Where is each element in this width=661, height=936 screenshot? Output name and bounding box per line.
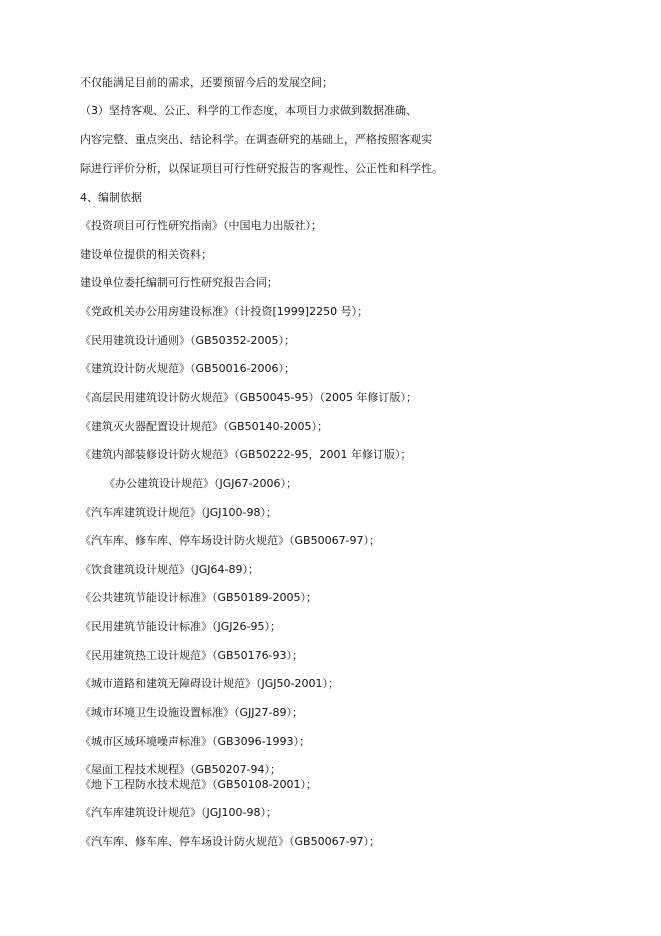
text-line: 《城市区域环境噪声标准》（GB3096-1993）； (80, 735, 311, 748)
text-line: 《汽车库、修车库、停车场设计防火规范》（GB50067-97）； (80, 835, 381, 848)
text-line: 《建筑灭火器配置设计规范》（GB50140-2005）； (80, 420, 329, 433)
text-line: 《党政机关办公用房建设标准》（计投资[1999]2250 号）； (80, 305, 369, 318)
text-line: 《汽车库、修车库、停车场设计防火规范》（GB50067-97）； (80, 534, 381, 547)
text-line: 《屋面工程技术规程》（GB50207-94）； (80, 763, 282, 776)
text-line: 际进行评价分析，以保证项目可行性研究报告的客观性、公正性和科学性。 (80, 162, 443, 175)
text-line: （3）坚持客观、公正、科学的工作态度，本项目力求做到数据准确、 (80, 104, 417, 117)
text-line: 《汽车库建筑设计规范》（JGJ100-98）； (80, 806, 277, 819)
section-heading: 4、编制依据 (80, 191, 142, 204)
text-line: 《民用建筑设计通则》（GB50352-2005）； (80, 334, 296, 347)
text-line: 《高层民用建筑设计防火规范》（GB50045-95）（2005 年修订版）； (80, 391, 418, 404)
text-line: 《公共建筑节能设计标准》（GB50189-2005）； (80, 591, 318, 604)
text-line: 《建筑设计防火规范》（GB50016-2006）； (80, 362, 296, 375)
text-line: 《汽车库建筑设计规范》（JGJ100-98）； (80, 506, 277, 519)
text-line: 不仅能满足目前的需求，还要预留今后的发展空间； (80, 76, 333, 89)
text-line: 内容完整、重点突出、结论科学。在调查研究的基础上，严格按照客观实 (80, 133, 432, 146)
text-line: 《民用建筑热工设计规范》（GB50176-93）； (80, 649, 304, 662)
text-line: 《地下工程防水技术规范》（GB50108-2001）； (80, 778, 318, 791)
text-line: 《城市环境卫生设施设置标准》（GJJ27-89）； (80, 706, 303, 719)
text-line: 《饮食建筑设计规范》（JGJ64-89）； (80, 563, 259, 576)
text-line: 《办公建筑设计规范》（JGJ67-2006）； (104, 477, 297, 490)
text-line: 《建筑内部装修设计防火规范》（GB50222-95，2001 年修订版）； (80, 448, 412, 461)
text-line: 建设单位提供的相关资料； (80, 248, 212, 261)
text-line: 《投资项目可行性研究指南》（中国电力出版社）； (80, 219, 322, 232)
text-line: 《民用建筑节能设计标准》（JGJ26-95）； (80, 620, 281, 633)
text-line: 建设单位委托编制可行性研究报告合同； (80, 276, 278, 289)
text-line: 《城市道路和建筑无障碍设计规范》（JGJ50-2001）； (80, 677, 339, 690)
